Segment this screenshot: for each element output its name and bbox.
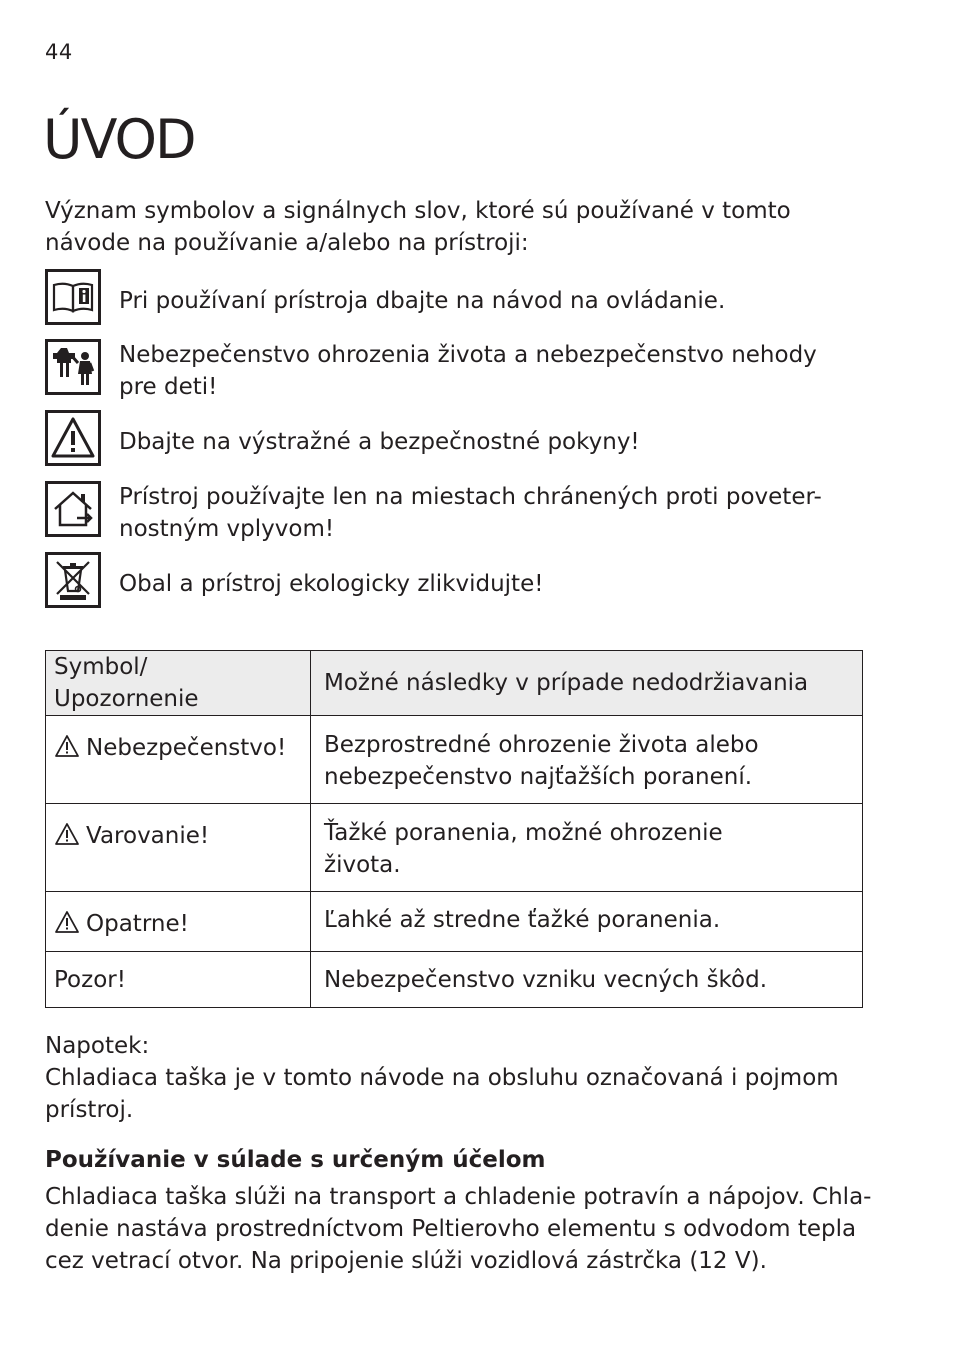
table-cell-signal [46,952,311,1008]
section-heading: Používanie v súlade s určeným účelom [45,1147,546,1173]
signal-word: Opatrne! [86,911,189,937]
signal-word: Nebezpečenstvo! [86,735,287,761]
symbol-text: Obal a prístroj ekologicky zlikvidujte! [119,571,544,597]
signal-word: Pozor! [54,967,126,993]
table-cell-consequence [311,716,863,804]
symbol-text: Dbajte na výstražné a bezpečnostné pokyny! [119,429,640,455]
table-cell-consequence [311,804,863,892]
header-consequence-label: Možné následky v prípade nedodržiavania [324,670,809,696]
warning-triangle-icon [54,734,80,758]
warning-triangle-icon [45,410,101,466]
consequence-text: Nebezpečenstvo vzniku vecných škôd. [324,967,768,993]
warning-triangle-icon [54,910,80,934]
table-row [46,952,863,1008]
consequence-text: Bezprostredné ohrozenie života alebo nebezpečenstvo najťažších poranení. [324,732,759,790]
section-body: Chladiaca taška slúži na transport a chladenie potravín a nápojov. Chla-denie nastáva prostredníctvom Peltierovho elementu s odvodom tepla cez vetrací otvor. Na pripojenie slúži vozidlová zástrčka (12 V). [45,1184,872,1274]
intro-paragraph: Význam symbolov a signálnych slov, ktoré sú používané v tomto návode na používanie a/alebo na prístroji: [45,198,791,256]
table-header-cell [46,651,311,716]
table-row [46,804,863,892]
note-block [45,1030,875,1126]
signal-words-table [45,650,863,1008]
symbol-text: Pri používaní prístroja dbajte na návod na ovládanie. [119,288,726,314]
table-cell-signal [46,804,311,892]
symbol-text: Nebezpečenstvo ohrozenia života a nebezpečenstvo nehody pre deti! [119,342,817,400]
page-number: 44 [45,40,73,64]
consequence-text: Ľahké až stredne ťažké poranenia. [324,907,721,933]
table-cell-signal [46,716,311,804]
table-cell-consequence [311,892,863,952]
warning-triangle-icon [54,822,80,846]
table-row [46,892,863,952]
symbol-text: Prístroj používajte len na miestach chránených proti poveter-nostným vplyvom! [119,484,822,542]
table-cell-consequence [311,952,863,1008]
table-header-row [46,651,863,716]
page-title: ÚVOD [43,108,195,171]
table-cell-signal [46,892,311,952]
child-danger-icon [45,339,101,395]
note-text: Chladiaca taška je v tomto návode na obsluhu označovaná i pojmom prístroj. [45,1065,839,1123]
manual-info-icon [45,269,101,325]
header-symbol-label: Symbol/ Upozornenie [54,654,199,712]
signal-word: Varovanie! [86,823,210,849]
indoor-use-icon [45,481,101,537]
table-header-cell [311,651,863,716]
consequence-text: Ťažké poranenia, možné ohrozenie života. [324,820,723,878]
note-label: Napotek: [45,1033,150,1059]
table-row [46,716,863,804]
crossed-bin-icon [45,552,101,608]
